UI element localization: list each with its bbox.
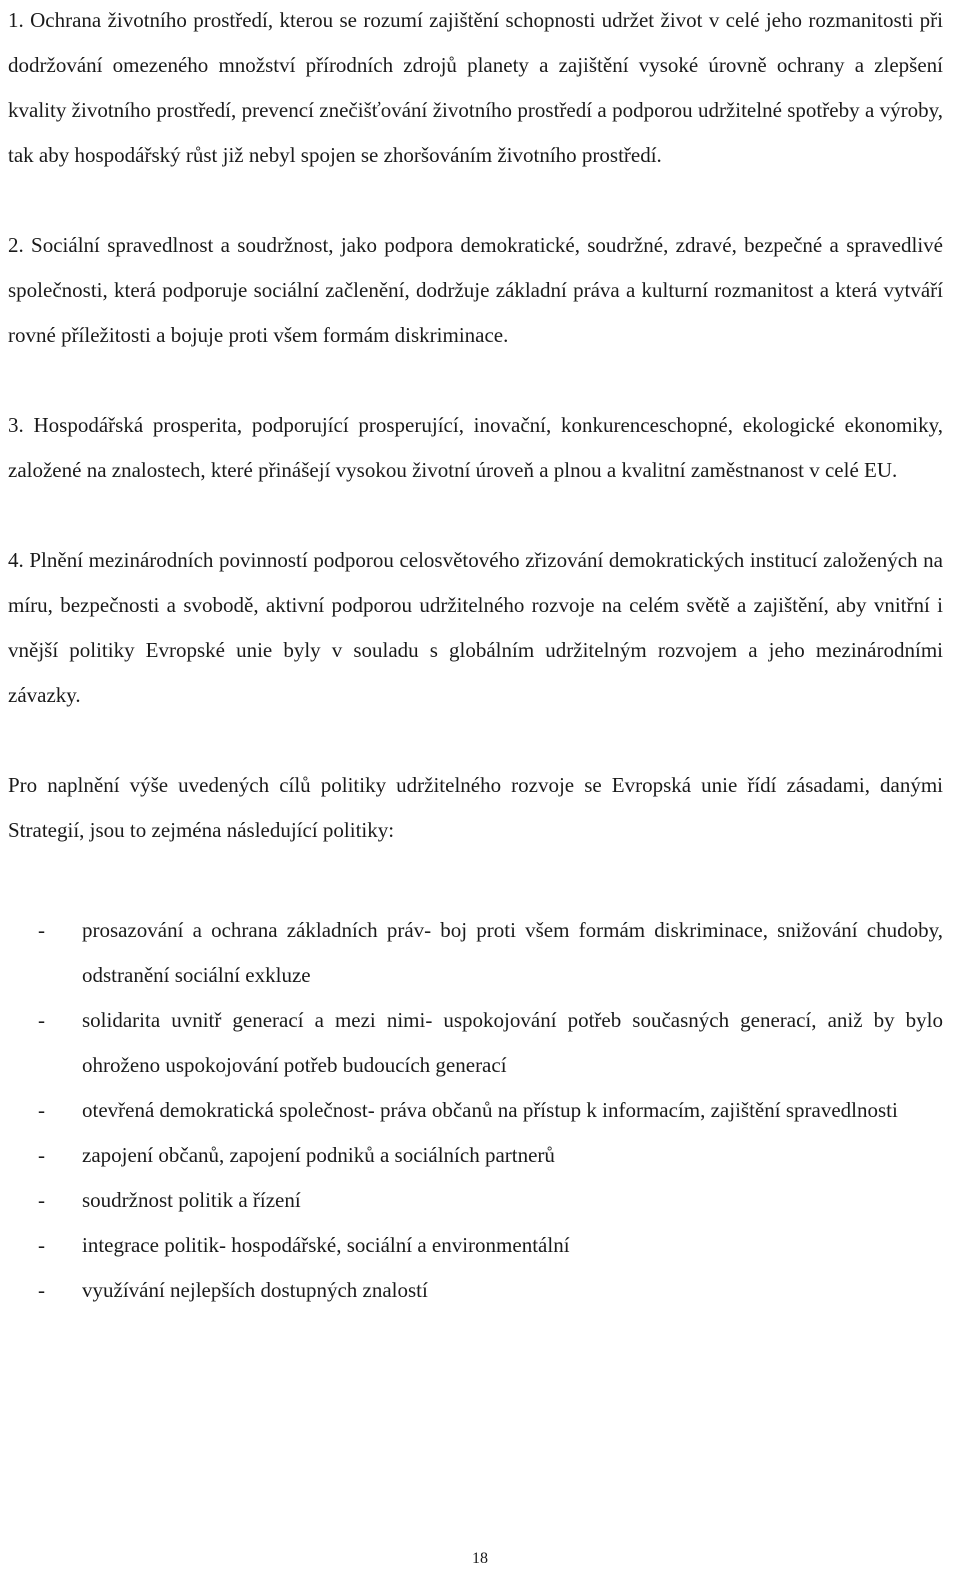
bullet-dash: - (38, 1233, 45, 1257)
paragraph-international-obligations: 4. Plnění mezinárodních povinností podporou celosvětového zřizování demokratických institucí založených na míru, bezpečnosti a svobodě, aktivní podporou udržitelného rozvoje na celém světě a zajištění, aby vnitřní i vnější politiky Evropské unie byly v souladu s globálním udržitelným rozvojem a jeho mezinárodními závazky. (8, 548, 943, 707)
bullet-dash: - (38, 918, 45, 942)
bullet-dash: - (38, 1188, 45, 1212)
paragraph-spacer (8, 718, 943, 763)
list-item (8, 1268, 943, 1313)
list-item (8, 998, 943, 1088)
list-item-text: soudržnost politik a řízení (82, 1188, 301, 1212)
list-item (8, 1223, 943, 1268)
list-item (8, 1133, 943, 1178)
paragraph-spacer (8, 493, 943, 538)
bullet-dash: - (38, 1143, 45, 1167)
list-item-text: prosazování a ochrana základních práv- boj proti všem formám diskriminace, snižování chudoby, odstranění sociální exkluze (82, 918, 943, 987)
page-number: 18 (472, 1550, 488, 1567)
bullet-dash: - (38, 1008, 45, 1032)
list-item-text: využívání nejlepších dostupných znalostí (82, 1278, 428, 1302)
paragraph-economic-prosperity: 3. Hospodářská prosperita, podporující prosperující, inovační, konkurenceschopné, ekologické ekonomiky, založené na znalostech, které přinášejí vysokou životní úroveň a plnou a kvalitní zaměstnanost v celé EU. (8, 413, 943, 482)
document-page (8, 0, 943, 1313)
policies-list (8, 908, 943, 1313)
list-item-text: zapojení občanů, zapojení podniků a sociálních partnerů (82, 1143, 555, 1167)
paragraph-policies-intro: Pro naplnění výše uvedených cílů politiky udržitelného rozvoje se Evropská unie řídí zásadami, danými Strategií, jsou to zejména následující politiky: (8, 773, 943, 842)
list-item (8, 1178, 943, 1223)
paragraph-environment: 1. Ochrana životního prostředí, kterou se rozumí zajištění schopnosti udržet život v celé jeho rozmanitosti při dodržování omezeného množství přírodních zdrojů planety a zajištění vysoké úrovně ochrany a zlepšení kvality životního prostředí, prevencí znečišťování životního prostředí a podporou udržitelné spotřeby a výroby, tak aby hospodářský růst již nebyl spojen se zhoršováním životního prostředí. (8, 8, 943, 167)
bullet-dash: - (38, 1278, 45, 1302)
bullet-dash: - (38, 1098, 45, 1122)
list-item (8, 908, 943, 998)
paragraph-spacer (8, 178, 943, 223)
list-spacer (8, 853, 943, 908)
list-item-text: integrace politik- hospodářské, sociální a environmentální (82, 1233, 570, 1257)
list-item-text: otevřená demokratická společnost- práva občanů na přístup k informacím, zajištění spravedlnosti (82, 1098, 898, 1122)
list-item (8, 1088, 943, 1133)
list-item-text: solidarita uvnitř generací a mezi nimi- uspokojování potřeb současných generací, aniž by bylo ohroženo uspokojování potřeb budoucích generací (82, 1008, 943, 1077)
paragraph-social-justice: 2. Sociální spravedlnost a soudržnost, jako podpora demokratické, soudržné, zdravé, bezpečné a spravedlivé společnosti, která podporuje sociální začlenění, dodržuje základní práva a kulturní rozmanitost a která vytváří rovné příležitosti a bojuje proti všem formám diskriminace. (8, 233, 943, 347)
paragraph-spacer (8, 358, 943, 403)
